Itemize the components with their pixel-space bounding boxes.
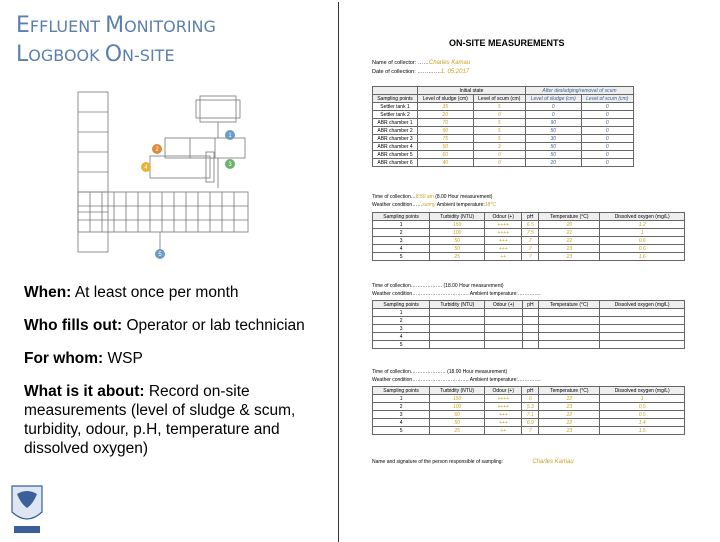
measurement-value: 1 <box>600 229 685 237</box>
empty-cell <box>600 341 685 349</box>
empty-cell <box>485 317 522 325</box>
table-header: Level of sludge (cm) <box>525 95 581 103</box>
sampling-point: 4 <box>373 245 430 253</box>
marker-label: 2 <box>155 147 159 153</box>
collector-label: Name of collector: …… <box>372 60 429 66</box>
signature-value: Charles Kamau <box>532 459 574 465</box>
table-row <box>373 119 634 127</box>
empty-cell <box>430 333 485 341</box>
measurement-value: 40 <box>418 159 474 167</box>
measurement-value: 5.3 <box>522 403 539 411</box>
measurement-value: 0 <box>581 151 633 159</box>
time-note: (18.00 Hour measurement) <box>443 283 504 289</box>
when-line <box>24 283 324 302</box>
title-rest: OGBOOK <box>28 46 105 65</box>
sampling-point: ABR chamber 5 <box>373 151 418 159</box>
measurement-value: 22 <box>539 411 600 419</box>
table-header: Temperature (°C) <box>538 301 599 309</box>
table-row <box>373 325 685 333</box>
table-header: Odour (+) <box>485 213 522 221</box>
measurement-value: ++++ <box>485 395 522 403</box>
date-line <box>372 69 469 75</box>
title-cap: O <box>104 42 123 67</box>
empty-cell <box>485 309 522 317</box>
table-row <box>373 143 634 151</box>
marker-label: 1 <box>228 133 232 139</box>
table-header-row <box>373 213 685 221</box>
sampling-point: 1 <box>373 395 430 403</box>
empty-cell <box>538 325 599 333</box>
table-header: Odour (+) <box>485 301 522 309</box>
sampling-point: 4 <box>373 333 430 341</box>
measurement-value: ++++ <box>485 403 522 411</box>
table-row <box>373 221 685 229</box>
empty-cell <box>538 317 599 325</box>
time-label: Time of collection………………… <box>372 369 446 375</box>
measurement-value: 90 <box>418 127 474 135</box>
measurement-value: 5 <box>473 103 525 111</box>
measurement-value: 60 <box>430 411 485 419</box>
title-rest: FFLUENT <box>29 17 106 36</box>
table-header: Dissolved oxygen (mg/L) <box>600 213 685 221</box>
measurement-value: 75 <box>418 135 474 143</box>
measurement-value: 0 <box>581 135 633 143</box>
signature-line <box>372 459 574 465</box>
measurement-value: 7 <box>522 427 539 435</box>
sampling-point: 5 <box>373 341 430 349</box>
table-header: pH <box>522 213 539 221</box>
ambient-label: Ambient temperature:………….. <box>469 377 541 383</box>
table-row <box>373 427 685 435</box>
sampling-point: 2 <box>373 229 430 237</box>
what-label: What is it about: <box>24 383 145 400</box>
table-header: Turbidity (NTU) <box>430 301 485 309</box>
table-header: Dissolved oxygen (mg/L) <box>600 301 685 309</box>
measurement-value: 23 <box>539 245 600 253</box>
empty-cell <box>430 341 485 349</box>
sheet-title: ON-SITE MEASUREMENTS <box>449 38 565 48</box>
table-header: pH <box>522 301 538 309</box>
empty-cell <box>485 325 522 333</box>
table-row <box>373 333 685 341</box>
empty-cell <box>485 341 522 349</box>
measurement-value: 50 <box>430 237 485 245</box>
measurement-value: 6 <box>522 395 539 403</box>
ambient-label: Ambient temperature: <box>436 202 485 208</box>
weather-label: Weather condition…… <box>372 202 423 208</box>
time-label: Time of collection………………. <box>372 283 443 289</box>
measurement-value: +++ <box>485 237 522 245</box>
table-row <box>373 309 685 317</box>
sampling-point: Settler tank 1 <box>373 103 418 111</box>
whom-line <box>24 349 324 368</box>
measurement-value: ++ <box>485 427 522 435</box>
table-header: Temperature (°C) <box>539 387 600 395</box>
title-rest: N-SITE <box>122 46 175 65</box>
what-line <box>24 382 324 458</box>
measurement-value: 0.5 <box>600 403 685 411</box>
weather-line-3 <box>372 377 541 383</box>
measurement-value: 23 <box>539 403 600 411</box>
table-header: Sampling points <box>373 301 430 309</box>
measurement-value: 60 <box>418 151 474 159</box>
table-row <box>373 229 685 237</box>
table-row <box>373 127 634 135</box>
measurement-value: 50 <box>525 127 581 135</box>
table-row <box>373 103 634 111</box>
measurement-value: 0.5 <box>600 411 685 419</box>
weather-value: sunny <box>422 202 436 208</box>
measurement-value: 5 <box>473 127 525 135</box>
empty-cell <box>600 333 685 341</box>
table-row <box>373 341 685 349</box>
measurement-value: 20 <box>539 221 600 229</box>
table-header: pH <box>522 387 539 395</box>
sludge-scum-table <box>372 86 634 167</box>
measurement-value: 90 <box>525 119 581 127</box>
weather-label: Weather condition……………………………. <box>372 377 469 383</box>
table-header: Initial state <box>418 87 526 95</box>
measurement-value: 0 <box>581 119 633 127</box>
measurement-value: 23 <box>539 253 600 261</box>
measurement-value: 0 <box>581 143 633 151</box>
collection-time-1 <box>372 194 492 200</box>
measurement-value: 7 <box>522 237 539 245</box>
page-title <box>16 12 216 70</box>
measurement-value: 25 <box>430 253 485 261</box>
table-row <box>373 411 685 419</box>
measurement-value: 0 <box>581 103 633 111</box>
measurement-rows <box>373 395 685 435</box>
measurement-value: 6.9 <box>522 419 539 427</box>
who-line <box>24 316 324 335</box>
empty-cell <box>600 309 685 317</box>
empty-cell <box>522 333 538 341</box>
measurement-value: 5 <box>473 119 525 127</box>
sampling-point: 2 <box>373 403 430 411</box>
measurement-value: 7 <box>522 253 539 261</box>
signature-label: Name and signature of the person responsible of sampling: <box>372 459 503 465</box>
measurement-value: 1.2 <box>600 221 685 229</box>
table-header-row <box>373 301 685 309</box>
table-header: Odour (+) <box>485 387 522 395</box>
sampling-point: ABR chamber 1 <box>373 119 418 127</box>
measurement-value: 23 <box>539 427 600 435</box>
table-row <box>373 159 634 167</box>
measurement-value: 1.6 <box>600 253 685 261</box>
empty-cell <box>600 317 685 325</box>
measurement-value: 22 <box>539 395 600 403</box>
sampling-point: Settler tank 2 <box>373 111 418 119</box>
sampling-point: 3 <box>373 237 430 245</box>
measurement-value: 50 <box>525 143 581 151</box>
table-row <box>373 237 685 245</box>
sampling-point: ABR chamber 2 <box>373 127 418 135</box>
measurement-value: 7 <box>522 245 539 253</box>
measurement-table-morning <box>372 212 685 261</box>
organization-logo <box>6 482 48 536</box>
measurement-value: 150 <box>430 395 485 403</box>
when-value: At least once per month <box>74 284 239 301</box>
measurement-value: +++ <box>485 411 522 419</box>
empty-cell <box>485 333 522 341</box>
empty-cell <box>538 333 599 341</box>
measurement-value: 50 <box>418 143 474 151</box>
empty-cell <box>522 341 538 349</box>
table-header: After desludging/removal of scum <box>525 87 633 95</box>
sampling-point: 5 <box>373 253 430 261</box>
measurement-value: 6.5 <box>522 221 539 229</box>
when-label: When: <box>24 284 72 301</box>
table-header: Temperature (°C) <box>539 213 600 221</box>
table-row <box>373 403 685 411</box>
collection-time-3 <box>372 369 507 375</box>
empty-cell <box>538 341 599 349</box>
measurement-value: 20 <box>525 159 581 167</box>
sampling-point: 4 <box>373 419 430 427</box>
measurement-value: 22 <box>539 237 600 245</box>
table-header <box>373 87 418 95</box>
collector-value: Charles Kamau <box>428 60 471 66</box>
date-value: 1. 05.2017 <box>440 69 470 75</box>
sampling-point: ABR chamber 6 <box>373 159 418 167</box>
time-label: Time of collection… <box>372 194 416 200</box>
empty-cell <box>522 325 538 333</box>
measurement-value: 7.5 <box>522 229 539 237</box>
title-cap: E <box>16 13 30 38</box>
table-header: Sampling points <box>373 95 418 103</box>
who-label: Who fills out: <box>24 317 123 334</box>
measurement-value: 5 <box>473 135 525 143</box>
title-rest: ONITORING <box>124 17 216 36</box>
table-header-row <box>373 387 685 395</box>
table-row <box>373 419 685 427</box>
table-row <box>373 111 634 119</box>
measurement-value: 0 <box>525 111 581 119</box>
title-cap: M <box>105 13 125 38</box>
whom-label: For whom: <box>24 350 104 367</box>
measurement-value: 0 <box>581 127 633 135</box>
measurement-value: 1.5 <box>600 427 685 435</box>
marker-label: 4 <box>144 165 148 171</box>
weather-label: Weather condition……………………………. <box>372 291 469 297</box>
empty-cell <box>538 309 599 317</box>
measurement-value: 150 <box>430 221 485 229</box>
measurement-value: 0 <box>473 111 525 119</box>
measurement-value: 100 <box>430 229 485 237</box>
sampling-point: ABR chamber 4 <box>373 143 418 151</box>
measurement-value: 70 <box>418 119 474 127</box>
measurement-value: 1 <box>600 395 685 403</box>
empty-cell <box>430 325 485 333</box>
sludge-scum-rows <box>373 103 634 167</box>
table-header: Level of sludge (cm) <box>418 95 474 103</box>
collector-line <box>372 60 470 66</box>
empty-cell <box>430 317 485 325</box>
measurement-value: 0 <box>525 103 581 111</box>
empty-cell <box>522 309 538 317</box>
on-site-measurements-sheet <box>338 2 720 542</box>
measurement-value: 0.6 <box>600 237 685 245</box>
measurement-value: 7.1 <box>522 411 539 419</box>
measurement-value: +++ <box>485 419 522 427</box>
measurement-value: 0 <box>581 159 633 167</box>
sampling-point: 1 <box>373 221 430 229</box>
measurement-value: 0 <box>581 111 633 119</box>
measurement-value: 0 <box>473 151 525 159</box>
measurement-table-evening <box>372 386 685 435</box>
table-row <box>373 395 685 403</box>
table-row <box>373 253 685 261</box>
table-header: Level of scum (cm) <box>581 95 633 103</box>
measurement-rows <box>373 309 685 349</box>
ambient-label: Ambient temperature:………….. <box>469 291 541 297</box>
measurement-value: 50 <box>525 151 581 159</box>
table-header: Dissolved oxygen (mg/L) <box>600 387 685 395</box>
measurement-table-evening-blank <box>372 300 685 349</box>
date-label: Date of collection: …………. <box>372 69 441 75</box>
ambient-value: 18°C <box>484 202 496 208</box>
treatment-plant-diagram <box>70 88 260 263</box>
whom-value: WSP <box>107 350 143 367</box>
table-header: Turbidity (NTU) <box>430 387 485 395</box>
weather-line-1 <box>372 202 496 208</box>
measurement-value: 3 <box>473 143 525 151</box>
time-note: (18.00 Hour measurement) <box>447 369 508 375</box>
empty-cell <box>522 317 538 325</box>
measurement-value: ++++ <box>485 229 522 237</box>
table-header: Turbidity (NTU) <box>430 213 485 221</box>
empty-cell <box>600 325 685 333</box>
measurement-rows <box>373 221 685 261</box>
measurement-value: 35 <box>418 103 474 111</box>
who-value: Operator or lab technician <box>126 317 305 334</box>
sampling-point: 3 <box>373 325 430 333</box>
measurement-value: 50 <box>430 419 485 427</box>
measurement-value: 100 <box>430 403 485 411</box>
measurement-value: 30 <box>525 135 581 143</box>
measurement-value: 25 <box>430 427 485 435</box>
measurement-value: +++ <box>485 245 522 253</box>
table-header: Sampling points <box>373 213 430 221</box>
empty-cell <box>430 309 485 317</box>
measurement-value: 21 <box>539 229 600 237</box>
table-row <box>373 135 634 143</box>
table-row <box>373 317 685 325</box>
what-value: Record on-site measurements (level of sludge & scum, turbidity, odour, p.H, temperature and dissolved oxygen) <box>24 383 296 457</box>
sampling-point: 2 <box>373 317 430 325</box>
measurement-value: 1.4 <box>600 419 685 427</box>
time-value: 8:50 am <box>415 194 434 200</box>
logbook-info <box>24 283 324 472</box>
table-header: Level of scum (cm) <box>473 95 525 103</box>
table-row <box>373 245 685 253</box>
title-cap: L <box>16 42 29 67</box>
time-note: (8.00 Hour measurement) <box>435 194 493 200</box>
measurement-value: ++ <box>485 253 522 261</box>
sampling-point: 3 <box>373 411 430 419</box>
measurement-value: 22 <box>539 419 600 427</box>
collection-time-2 <box>372 283 504 289</box>
marker-label: 5 <box>158 252 162 258</box>
sampling-point: 5 <box>373 427 430 435</box>
weather-line-2 <box>372 291 541 297</box>
table-row <box>373 151 634 159</box>
measurement-value: 20 <box>418 111 474 119</box>
measurement-value: 50 <box>430 245 485 253</box>
sampling-point: ABR chamber 3 <box>373 135 418 143</box>
table-header: Sampling points <box>373 387 430 395</box>
marker-label: 3 <box>228 162 232 168</box>
measurement-value: ++++ <box>485 221 522 229</box>
measurement-value: 0.6 <box>600 245 685 253</box>
sampling-point: 1 <box>373 309 430 317</box>
measurement-value: 0 <box>473 159 525 167</box>
